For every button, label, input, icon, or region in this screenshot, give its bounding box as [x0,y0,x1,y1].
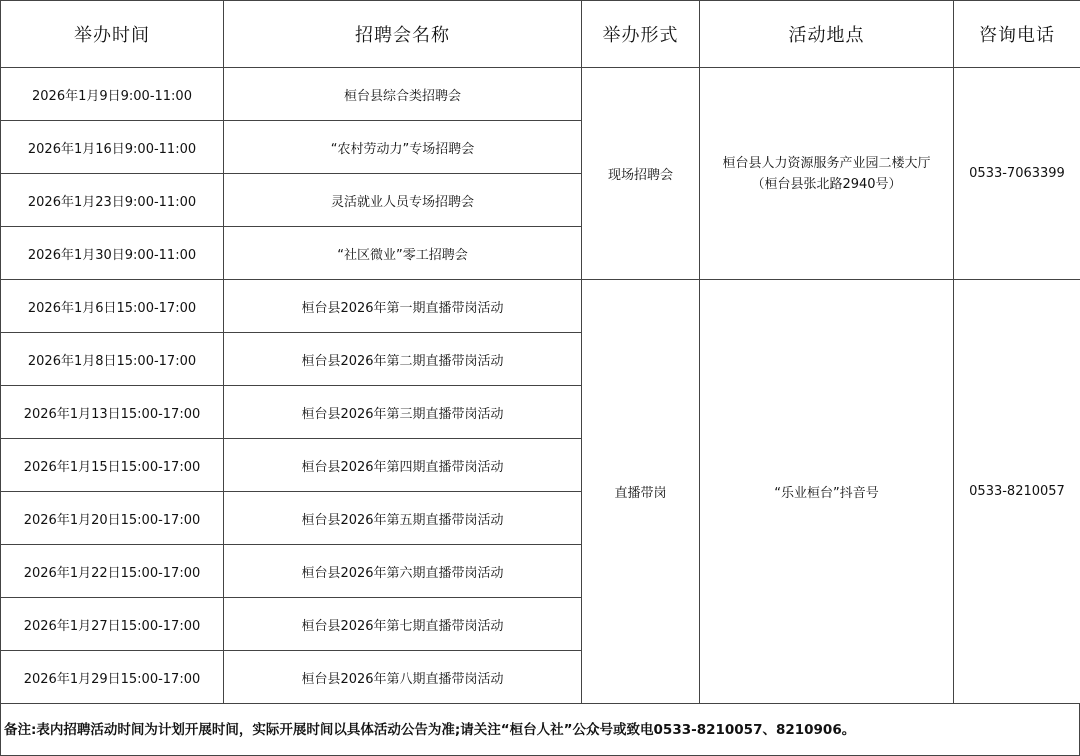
cell-location-live: “乐业桓台”抖音号 [700,280,954,704]
header-row [1,1,1080,68]
cell-name: 桓台县2026年第七期直播带岗活动 [224,598,582,651]
cell-format-live: 直播带岗 [582,280,700,704]
cell-time: 2026年1月27日15:00-17:00 [1,598,224,651]
footnote: 备注:表内招聘活动时间为计划开展时间，实际开展时间以具体活动公告为准;请关注“桓台人社”公众号或致电0533-8210057、8210906。 [0,704,1080,756]
cell-name: 桓台县2026年第一期直播带岗活动 [224,280,582,333]
cell-time: 2026年1月30日9:00-11:00 [1,227,224,280]
cell-name: “农村劳动力”专场招聘会 [224,121,582,174]
header-phone: 咨询电话 [954,1,1080,68]
cell-name: 桓台县2026年第三期直播带岗活动 [224,386,582,439]
header-time: 举办时间 [1,1,224,68]
cell-time: 2026年1月22日15:00-17:00 [1,545,224,598]
cell-name: 桓台县2026年第二期直播带岗活动 [224,333,582,386]
cell-name: 桓台县2026年第六期直播带岗活动 [224,545,582,598]
cell-time: 2026年1月8日15:00-17:00 [1,333,224,386]
header-location: 活动地点 [700,1,954,68]
cell-time: 2026年1月23日9:00-11:00 [1,174,224,227]
cell-time: 2026年1月6日15:00-17:00 [1,280,224,333]
cell-time: 2026年1月13日15:00-17:00 [1,386,224,439]
cell-name: “社区微业”零工招聘会 [224,227,582,280]
cell-location-onsite [700,68,954,280]
cell-time: 2026年1月9日9:00-11:00 [1,68,224,121]
cell-name: 桓台县2026年第八期直播带岗活动 [224,651,582,704]
table-row [1,68,1080,121]
cell-time: 2026年1月20日15:00-17:00 [1,492,224,545]
cell-name: 桓台县2026年第五期直播带岗活动 [224,492,582,545]
cell-name: 桓台县2026年第四期直播带岗活动 [224,439,582,492]
cell-name: 桓台县综合类招聘会 [224,68,582,121]
location-street-line: （桓台县张北路2940号） [751,176,902,192]
cell-format-onsite: 现场招聘会 [582,68,700,280]
cell-phone-live: 0533-8210057 [954,280,1080,704]
cell-time: 2026年1月15日15:00-17:00 [1,439,224,492]
header-format: 举办形式 [582,1,700,68]
location-address-line: 桓台县人力资源服务产业园二楼大厅 [722,155,931,171]
cell-time: 2026年1月16日9:00-11:00 [1,121,224,174]
cell-name: 灵活就业人员专场招聘会 [224,174,582,227]
cell-phone-onsite: 0533-7063399 [954,68,1080,280]
cell-time: 2026年1月29日15:00-17:00 [1,651,224,704]
header-name: 招聘会名称 [224,1,582,68]
table-row [1,280,1080,333]
